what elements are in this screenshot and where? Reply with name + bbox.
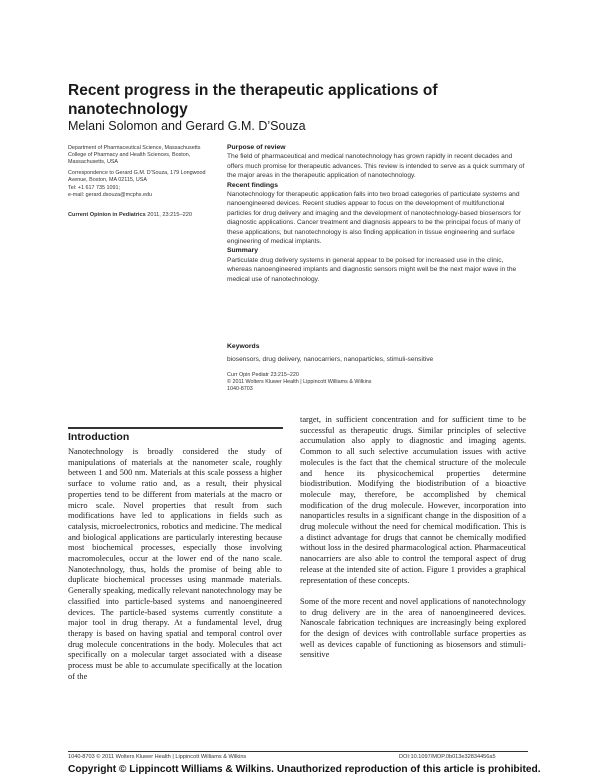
- affiliation-block: [68, 145, 218, 202]
- journal-ref: 2011, 23:215–220: [147, 212, 192, 218]
- introduction-heading: Introduction: [68, 431, 130, 443]
- keywords-heading: Keywords: [227, 343, 260, 350]
- body-paragraph: target, in sufficient concentration and for sufficient time to be successful as therapeutic drugs. Similar principles of selective accumulation also apply to diagnostic and imaging agents. Common to all such selective accumulation issues with active molecules is the fact that the chemical structure of the molecule and hence its physicochemical properties determine biodistribution. Modifying the biodistribution of a bioactive molecule may, therefore, be accomplished by chemical modification of the drug molecule. However, incorporation into nanoparticles results in a significant change in the disposition of a drug molecule without the need for chemical modification. This is a distinct advantage for drugs that cannot be chemically modified without loss in the desired pharmacological action. Pharmaceutical nanocarriers are also able to control the temporal aspect of drug release at the intended site of action. Figure 1 provides a graphical representation of these concepts.: [300, 415, 526, 585]
- journal-citation: [68, 212, 192, 218]
- purpose-heading: Purpose of review: [227, 144, 286, 151]
- keywords-text: biosensors, drug delivery, nanocarriers, nanoparticles, stimuli-sensitive: [227, 355, 434, 363]
- meta-copyright: © 2011 Wolters Kluwer Health | Lippincott Williams & Wilkins: [227, 379, 372, 385]
- body-column-left: Nanotechnology is broadly considered the study of manipulations of materials at the nanometer scale, roughly between 1 and 500 nm. Materials at this scale possess a higher surface to volume ratio and, as a result, their physical properties tend to be different from materials at the macro or micro scale. Novel properties that result from such modifications have led to applications in fields such as catalysis, microelectronics, robotics and medicine. The medical and biological applications are particularly interesting because most biochemical processes, especially those involving macromolecules, occur at the lower end of the nano scale. Nanotechnology, thus, holds the promise of being able to duplicate biochemical processes using manmade materials. Generally speaking, medically relevant nanotechnology may be classified into particle-based systems and nanoengineered devices. The particle-based systems currently constitute a major tool in drug therapy. At a fundamental level, drug therapy is based on having spatial and temporal control over drug molecule concentrations in the body. Molecules that act specifically on a molecular target associated with a disease process must be able to accumulate specifically at the location of the: [68, 447, 282, 681]
- affiliation-department: Department of Pharmaceutical Science, Massachusetts College of Pharmacy and Health Sciences, Boston, Massachusetts, USA: [68, 145, 201, 166]
- article-authors: Melani Solomon and Gerard G.M. D’Souza: [68, 119, 306, 133]
- meta-issn: 1040-8703: [227, 386, 253, 392]
- keywords-block: [227, 342, 527, 364]
- summary-heading: Summary: [227, 247, 258, 255]
- journal-name: Current Opinion in Pediatrics: [68, 212, 146, 218]
- telephone: Tel: +1 617 735 1091;: [68, 184, 121, 191]
- footer-divider: [68, 751, 528, 752]
- body-column-right: [300, 415, 526, 661]
- findings-heading: Recent findings: [227, 181, 278, 189]
- abstract: [227, 143, 527, 284]
- email-address: e-mail: gerard.dsouza@mcphs.edu: [68, 191, 152, 198]
- copyright-meta: [227, 372, 371, 393]
- meta-citation: Curr Opin Pediatr 23:215–220: [227, 372, 299, 378]
- findings-text: Nanotechnology for therapeutic application falls into two broad categories of particulate systems and nanoengineered devices. Recent studies appear to focus on the development of multifunctional particles for drug delivery and imaging and the development of nanotechnology-based biosensors for diagnostic applications. Cancer treatment and diagnosis appears to be the principal focus of many of these applications, but nanotechnology is also finding application in tissue engineering and surface engineering of medical implants.: [227, 191, 521, 246]
- correspondence-text: Correspondence to Gerard G.M. D’Souza, 179 Longwood Avenue, Boston, MA 02115, USA: [68, 170, 206, 184]
- purpose-text: The field of pharmaceutical and medical nanotechnology has grown rapidly in recent decades and offers much promise for therapeutic advances. This review is intended to serve as a quick summary of the major areas in the therapeutic application of nanotechnology.: [227, 153, 525, 180]
- footer-doi: DOI:10.1097/MOP.0b013e32834456a5: [399, 754, 496, 760]
- correspondence-address: [68, 170, 218, 199]
- article-title: Recent progress in the therapeutic applications of nanotechnology: [68, 82, 438, 118]
- section-divider: [68, 427, 283, 429]
- body-paragraph: Some of the more recent and novel applications of nanotechnology to drug delivery are in the area of nanoengineered devices. Nanoscale fabrication techniques are increasingly being explored for the design of devices with controllable surface properties as well as devices capable of functioning as biosensors and stimuli-sensitive: [300, 596, 526, 660]
- summary-text: Particulate drug delivery systems in general appear to be poised for increased use in the clinic, whereas nanoengineered implants and diagnostic sensors might well be the next major wave in the medical use of nanotechnology.: [227, 256, 517, 283]
- footer-publisher: 1040-8703 © 2011 Wolters Kluwer Health | Lippincott Williams & Wilkins: [68, 754, 247, 760]
- copyright-notice: Copyright © Lippincott Williams & Wilkins. Unauthorized reproduction of this article is prohibited.: [68, 764, 541, 775]
